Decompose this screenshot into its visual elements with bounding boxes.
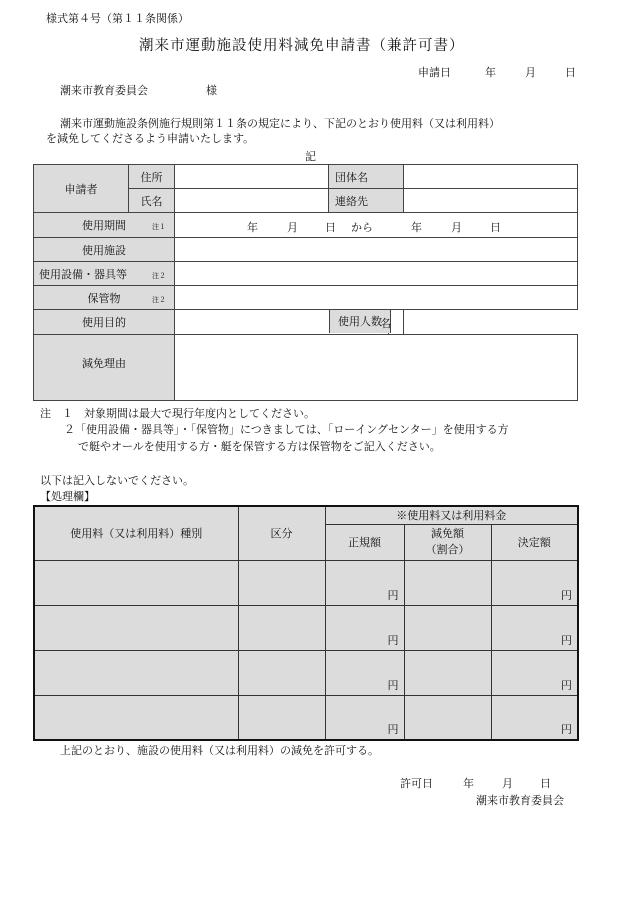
users-cell[interactable] (338, 310, 404, 335)
application-table (33, 164, 578, 401)
col-reduction-line1: 減免額 (431, 527, 464, 540)
col-reduction (404, 524, 491, 560)
group-name-label: 団体名 (329, 165, 404, 189)
addressee-honorific: 様 (206, 84, 217, 97)
col-regular: 正規額 (325, 524, 404, 560)
reduction-cell[interactable] (404, 650, 491, 695)
equipment-note: 注２ (152, 271, 166, 280)
reason-field[interactable] (175, 335, 578, 401)
body-text-line2: を減免してくださるよう申請いたします。 (46, 132, 255, 145)
type-cell[interactable] (34, 605, 238, 650)
addressee-org: 潮来市教育委員会 (60, 84, 148, 97)
category-cell[interactable] (238, 605, 325, 650)
reduction-cell[interactable] (404, 560, 491, 605)
regular-cell[interactable]: 円 (325, 650, 404, 695)
equipment-label-cell (34, 262, 175, 286)
col-category: 区分 (238, 506, 325, 560)
period-kara: から (351, 221, 373, 234)
table-row (34, 560, 578, 605)
col-fee-group: ※使用料又は利用料金 (325, 506, 578, 524)
permission-date-month: 月 (502, 777, 513, 790)
contact-label: 連絡先 (329, 189, 404, 213)
storage-note: 注２ (152, 295, 166, 304)
table-row (34, 695, 578, 740)
issuer: 潮来市教育委員会 (476, 794, 564, 807)
users-unit: 名 (380, 317, 391, 330)
do-not-fill-notice: 以下は記入しないでください。 (40, 474, 194, 487)
period-label-cell (34, 213, 175, 238)
ki-label: 記 (305, 150, 316, 163)
processing-heading: 【処理欄】 (40, 490, 95, 503)
applicant-label: 申請者 (34, 165, 129, 213)
col-reduction-line2: （割合） (425, 543, 470, 556)
period-field[interactable] (175, 213, 578, 238)
period-note: 注１ (152, 223, 166, 231)
type-cell[interactable] (34, 650, 238, 695)
type-cell[interactable] (34, 560, 238, 605)
processing-table (33, 505, 579, 741)
reduction-cell[interactable] (404, 695, 491, 740)
period-from-month: 月 (287, 221, 298, 234)
permission-date-day: 日 (540, 777, 551, 790)
form-number: 様式第４号（第１１条関係） (46, 12, 189, 25)
decided-cell[interactable]: 円 (491, 605, 578, 650)
permission-date-label: 許可日 (400, 777, 433, 790)
contact-field[interactable] (404, 189, 578, 213)
decided-cell[interactable]: 円 (491, 560, 578, 605)
group-name-field[interactable] (404, 165, 578, 189)
decided-cell[interactable]: 円 (491, 695, 578, 740)
storage-label: 保管物 (87, 291, 121, 305)
table-row (34, 650, 578, 695)
regular-cell[interactable]: 円 (325, 695, 404, 740)
address-label: 住所 (129, 165, 175, 189)
address-field[interactable] (175, 165, 329, 189)
category-cell[interactable] (238, 650, 325, 695)
name-field[interactable] (175, 189, 329, 213)
facility-label: 使用施設 (34, 238, 175, 262)
reason-label: 減免理由 (34, 335, 175, 401)
reduction-cell[interactable] (404, 605, 491, 650)
decided-cell[interactable]: 円 (491, 650, 578, 695)
category-cell[interactable] (238, 695, 325, 740)
permission-text: 上記のとおり、施設の使用料（又は利用料）の減免を許可する。 (60, 744, 379, 757)
users-label: 使用人数 (329, 310, 391, 333)
storage-label-cell (34, 286, 175, 310)
note-2-line2: で艇やオールを使用する方・艇を保管する方は保管物をご記入ください。 (78, 440, 441, 453)
facility-field[interactable] (175, 238, 578, 262)
storage-field[interactable] (175, 286, 578, 310)
type-cell[interactable] (34, 695, 238, 740)
col-decided: 決定額 (491, 524, 578, 560)
page-title: 潮来市運動施設使用料減免申請書（兼許可書） (139, 38, 465, 54)
application-date-day: 日 (565, 66, 576, 79)
application-date-year: 年 (485, 66, 496, 79)
regular-cell[interactable]: 円 (325, 605, 404, 650)
equipment-field[interactable] (175, 262, 578, 286)
category-cell[interactable] (238, 560, 325, 605)
period-to-month: 月 (451, 221, 462, 234)
name-label: 氏名 (129, 189, 175, 213)
body-text-line1: 潮来市運動施設条例施行規則第１１条の規定により、下記のとおり使用料（又は利用料） (60, 117, 500, 130)
application-date-label: 申請日 (418, 66, 451, 79)
period-to-year: 年 (411, 221, 422, 234)
period-label: 使用期間 (82, 219, 126, 232)
period-to-day: 日 (490, 221, 501, 234)
note-1: 注 １ 対象期間は最大で現行年度内としてください。 (40, 407, 315, 420)
purpose-label: 使用目的 (34, 310, 175, 335)
application-date-month: 月 (525, 66, 536, 79)
period-from-day: 日 (325, 221, 336, 234)
regular-cell[interactable]: 円 (325, 560, 404, 605)
permission-date-year: 年 (463, 777, 474, 790)
table-row (34, 605, 578, 650)
note-2-line1: ２「使用設備・器具等」・「保管物」につきましては、「ローイングセンター」を使用する方 (64, 423, 509, 436)
col-type: 使用料（又は利用料）種別 (34, 506, 238, 560)
equipment-label: 使用設備・器具等 (39, 267, 127, 281)
period-from-year: 年 (247, 221, 258, 234)
